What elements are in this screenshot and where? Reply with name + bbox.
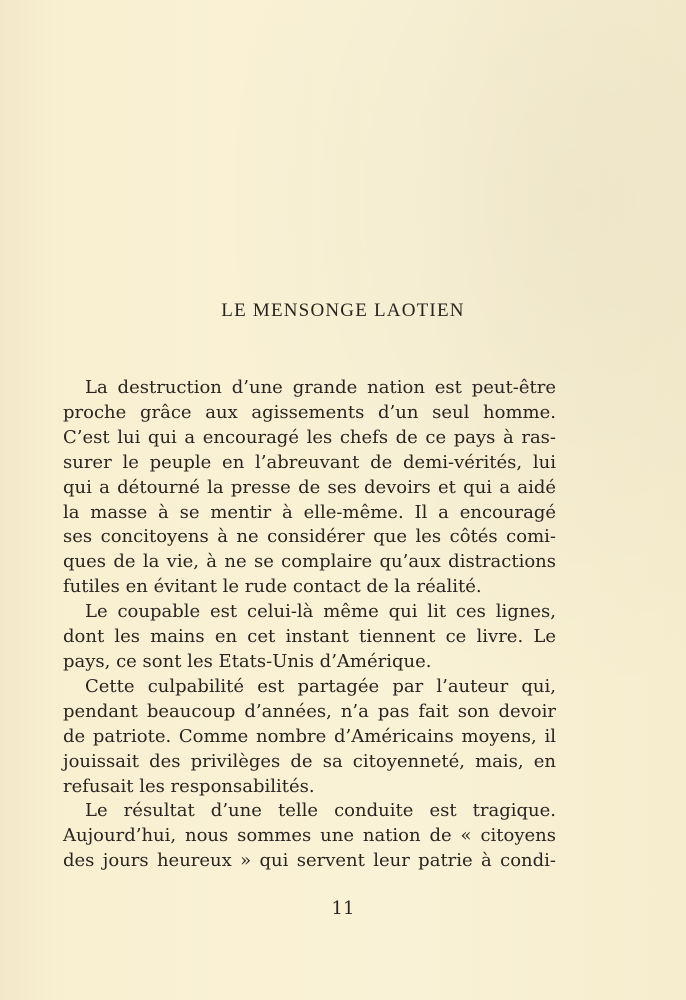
text-line: Cette culpabilité est partagée par l’auteur qui, <box>85 675 556 697</box>
text-line: Aujourd’hui, nous sommes une nation de « citoyens <box>63 825 556 847</box>
text-line: jouissait des privilèges de sa citoyenneté, mais, en <box>63 750 556 772</box>
body-text <box>63 376 556 874</box>
text-line: la masse à se mentir à elle-même. Il a encouragé <box>63 501 556 523</box>
text-line: surer le peuple en l’abreuvant de demi-vérités, lui <box>63 451 556 473</box>
text-line: ques de la vie, à ne se complaire qu’aux distractions <box>63 551 556 573</box>
text-line: futiles en évitant le rude contact de la réalité. <box>63 576 482 598</box>
text-line: Le coupable est celui-là même qui lit ces lignes, <box>85 601 556 623</box>
text-line: C’est lui qui a encouragé les chefs de ce pays à ras- <box>63 426 556 448</box>
text-line: dont les mains en cet instant tiennent ce livre. Le <box>63 626 556 648</box>
text-line: qui a détourné la presse de ses devoirs et qui a aidé <box>63 476 556 498</box>
page-number: 11 <box>331 898 355 919</box>
text-line: refusait les responsabilités. <box>63 775 315 797</box>
paragraph-3 <box>63 675 556 800</box>
text-line: ses concitoyens à ne considérer que les côtés comi- <box>63 526 556 548</box>
text-line: Le résultat d’une telle conduite est tragique. <box>85 800 556 822</box>
paragraph-4 <box>63 799 556 874</box>
text-line: La destruction d’une grande nation est peut-être <box>85 377 556 398</box>
text-line: pendant beaucoup d’années, n’a pas fait son devoir <box>63 700 556 722</box>
paragraph-1 <box>63 376 556 600</box>
text-line: des jours heureux » qui servent leur patrie à condi- <box>63 850 556 872</box>
chapter-title: LE MENSONGE LAOTIEN <box>221 300 465 321</box>
text-line: de patriote. Comme nombre d’Américains moyens, il <box>63 725 556 747</box>
text-line: proche grâce aux agissements d’un seul homme. <box>63 401 556 423</box>
paragraph-2 <box>63 600 556 675</box>
text-line: pays, ce sont les Etats-Unis d’Amérique. <box>63 650 432 672</box>
